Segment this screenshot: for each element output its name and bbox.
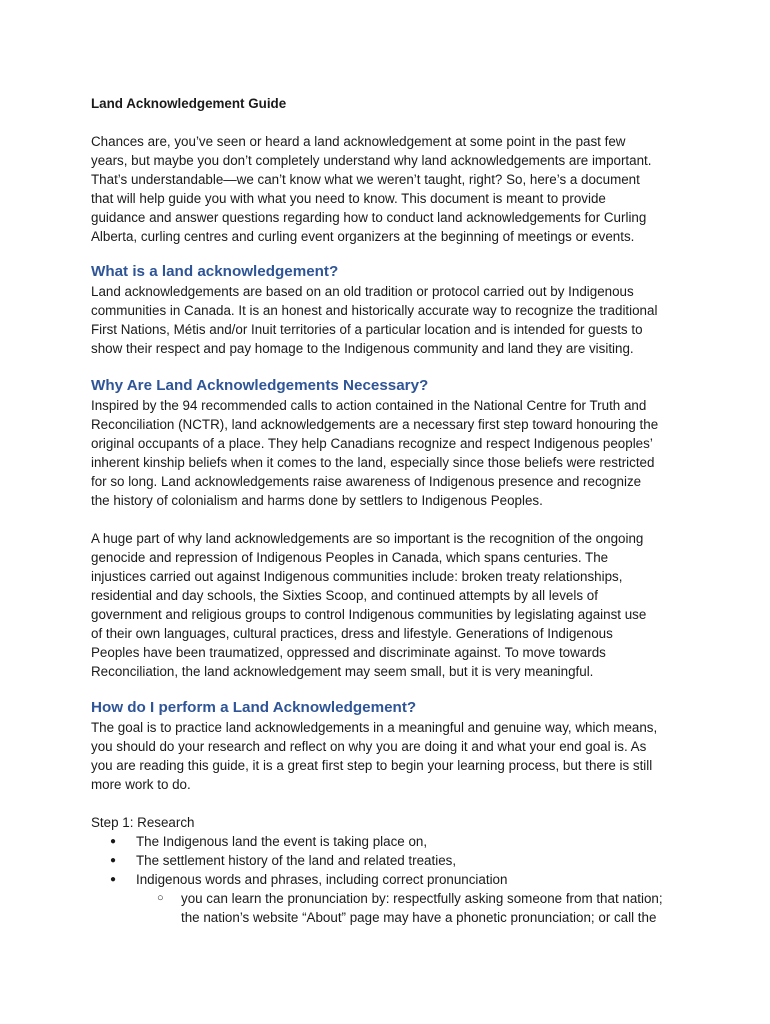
sub-bullet-line — [91, 889, 663, 908]
paragraph-line: Land acknowledgements are based on an old tradition or protocol carried out by Indigenous — [91, 284, 634, 299]
paragraph-line: guidance and answer questions regarding how to conduct land acknowledgements for Curling — [91, 210, 647, 225]
bullet-icon: ● — [110, 836, 117, 847]
sub-bullet-text: you can learn the pronunciation by: respectfully asking someone from that nation; — [181, 891, 663, 906]
paragraph-line: residential and day schools, the Sixties Scoop, and continued attempts by all levels of — [91, 588, 598, 603]
paragraph-line: of their own languages, cultural practices, dress and lifestyle. Generations of Indigenous — [91, 626, 613, 641]
bullet-icon: ● — [110, 855, 117, 866]
paragraph-line: that will help guide you with what you need to know. This document is meant to provide — [91, 191, 606, 206]
paragraph-line: you should do your research and reflect on why you are doing it and what your end goal is. As — [91, 739, 647, 754]
paragraph-line: government and religious groups to control Indigenous communities by legislating against use — [91, 607, 647, 622]
paragraph-line: the history of colonialism and harms done by settlers to Indigenous Peoples. — [91, 493, 543, 508]
bullet-icon: ● — [110, 874, 117, 885]
bullet-item — [91, 851, 663, 870]
bullet-item — [91, 832, 663, 851]
paragraph — [91, 718, 657, 794]
step-label: Step 1: Research — [91, 815, 195, 830]
paragraph-line: First Nations, Métis and/or Inuit territories of a particular location and is intended for guests to — [91, 322, 643, 337]
paragraph-line: more work to do. — [91, 777, 191, 792]
paragraph — [91, 529, 646, 681]
paragraph-line: for so long. Land acknowledgements raise awareness of Indigenous presence and recognize — [91, 474, 642, 489]
hollow-bullet-icon: ○ — [157, 892, 164, 904]
paragraph-line: Chances are, you’ve seen or heard a land acknowledgement at some point in the past few — [91, 134, 626, 149]
document-title: Land Acknowledgement Guide — [91, 96, 287, 111]
section-heading: Why Are Land Acknowledgements Necessary? — [91, 377, 429, 394]
paragraph-line: That’s understandable—we can’t know what we weren’t taught, right? So, here’s a document — [91, 172, 640, 187]
paragraph-line: A huge part of why land acknowledgements are so important is the recognition of the ongoing — [91, 531, 644, 546]
section-heading: What is a land acknowledgement? — [91, 263, 339, 280]
paragraph-line: injustices carried out against Indigenous communities include: broken treaty relationships, — [91, 569, 623, 584]
bullet-text: The Indigenous land the event is taking place on, — [136, 834, 428, 849]
bullet-text: Indigenous words and phrases, including correct pronunciation — [136, 872, 508, 887]
paragraph-line: Alberta, curling centres and curling event organizers at the beginning of meetings or events. — [91, 229, 635, 244]
paragraph-line: Inspired by the 94 recommended calls to action contained in the National Centre for Truth and — [91, 398, 647, 413]
paragraph-line: show their respect and pay homage to the Indigenous community and land they are visiting. — [91, 341, 634, 356]
bullet-text: The settlement history of the land and related treaties, — [136, 853, 457, 868]
paragraph — [91, 282, 657, 358]
sub-bullet-line — [91, 908, 663, 927]
paragraph-line: you are reading this guide, it is a great first step to begin your learning process, but there is still — [91, 758, 653, 773]
paragraph-line: inherent kinship beliefs when it comes to the land, especially since those beliefs were restricted — [91, 455, 655, 470]
sub-bullet-text: the nation’s website “About” page may have a phonetic pronunciation; or call the — [181, 910, 657, 925]
section-heading: How do I perform a Land Acknowledgement? — [91, 699, 417, 716]
paragraph-line: years, but maybe you don’t completely understand why land acknowledgements are important. — [91, 153, 652, 168]
paragraph-line: Peoples have been traumatized, oppressed and discriminate against. To move towards — [91, 645, 606, 660]
paragraph-line: The goal is to practice land acknowledgements in a meaningful and genuine way, which means, — [91, 720, 658, 735]
paragraph — [91, 132, 652, 246]
paragraph-line: Reconciliation, the land acknowledgement may seem small, but it is very meaningful. — [91, 664, 594, 679]
step-1-list — [91, 813, 663, 927]
paragraph-line: original occupants of a place. They help Canadians recognize and respect Indigenous peoples’ — [91, 436, 653, 451]
paragraph-line: Reconciliation (NCTR), land acknowledgements are a necessary first step toward honouring the — [91, 417, 659, 432]
bullet-item — [91, 870, 663, 889]
paragraph — [91, 396, 658, 510]
paragraph-line: communities in Canada. It is an honest and historically accurate way to recognize the traditional — [91, 303, 658, 318]
paragraph-line: genocide and repression of Indigenous Peoples in Canada, which spans centuries. The — [91, 550, 609, 565]
